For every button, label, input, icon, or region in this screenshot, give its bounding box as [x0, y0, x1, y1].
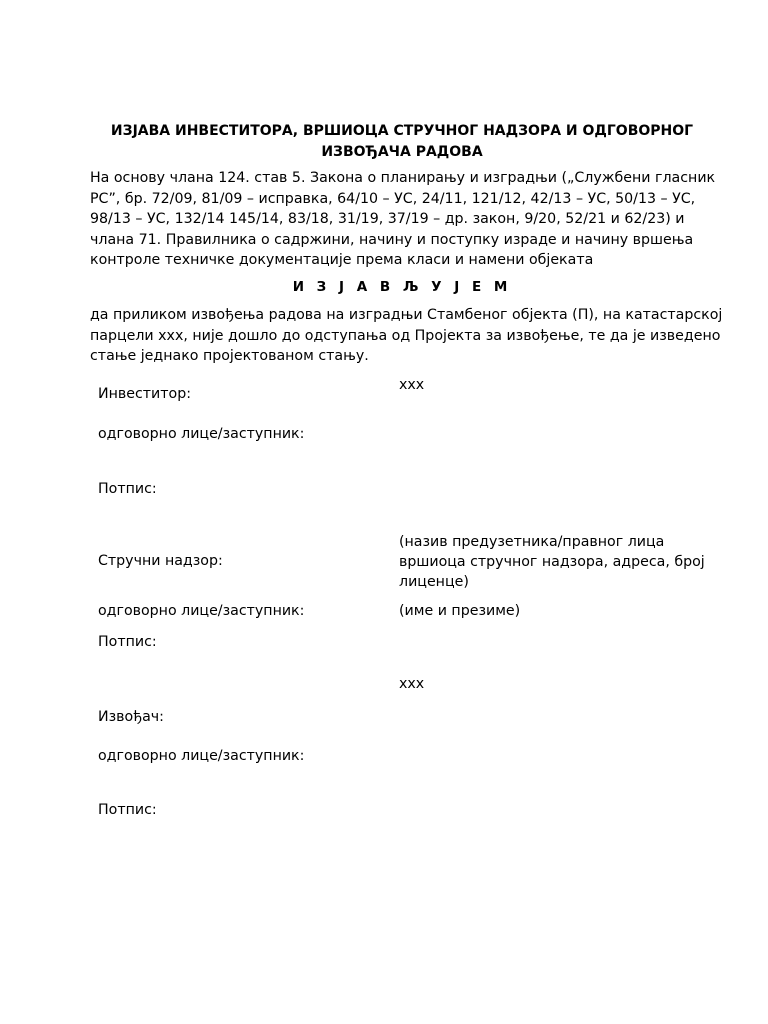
supervision-signature-label: Потпис:: [98, 634, 157, 650]
contractor-label: Извођач:: [98, 709, 164, 725]
contractor-responsible-label: одговорно лице/заступник:: [98, 748, 305, 764]
supervision-value-line: (назив предузетника/правног лица: [399, 534, 665, 550]
title-line: ИЗВОЂАЧА РАДОВА: [321, 144, 483, 160]
supervision-responsible-value: (име и презиме): [399, 603, 521, 619]
supervision-value-line: лиценце): [399, 574, 469, 590]
investor-responsible-label: одговорно лице/заступник:: [98, 426, 305, 442]
intro-paragraph: [90, 168, 716, 271]
intro-line: члана 71. Правилника о садржини, начину и поступку израде и начину вршења: [90, 231, 694, 248]
intro-line: 98/13 – УС, 132/14 145/14, 83/18, 31/19, 37/19 – др. закон, 9/20, 52/21 и 62/23) и: [90, 211, 685, 227]
contractor-value: ххх: [399, 676, 425, 692]
declare-heading: И З Ј А В Љ У Ј Е М: [292, 279, 512, 295]
investor-value: ххх: [399, 377, 425, 393]
supervision-value-line: вршиоца стручног надзора, адреса, број: [399, 554, 705, 570]
intro-line: РС”, бр. 72/09, 81/09 – исправка, 64/10 – УС, 24/11, 121/12, 42/13 – УС, 50/13 – УС,: [90, 190, 696, 207]
supervision-responsible-label: одговорно лице/заступник:: [98, 603, 305, 619]
intro-line: На основу члана 124. став 5. Закона о планирању и изградњи („Службени гласник: [90, 170, 716, 186]
statement-line: да приликом извођења радова на изградњи Стамбеног објекта (П), на катастарској: [90, 307, 723, 323]
document-title: [90, 121, 714, 163]
title-line: ИЗЈАВА ИНВЕСТИТОРА, ВРШИОЦА СТРУЧНОГ НАДЗОРА И ОДГОВОРНОГ: [110, 123, 694, 139]
statement-paragraph: [90, 305, 723, 367]
statement-line: стање једнако пројектованом стању.: [90, 348, 369, 364]
supervision-label: Стручни надзор:: [98, 553, 223, 569]
supervision-value: [399, 532, 705, 592]
investor-label: Инвеститор:: [98, 386, 191, 402]
investor-signature-label: Потпис:: [98, 481, 157, 497]
statement-line: парцели ххх, није дошло до одступања од Пројекта за извођење, те да је изведено: [90, 327, 721, 344]
intro-line: контроле техничке документације према класи и намени објеката: [90, 252, 594, 268]
contractor-signature-label: Потпис:: [98, 802, 157, 818]
